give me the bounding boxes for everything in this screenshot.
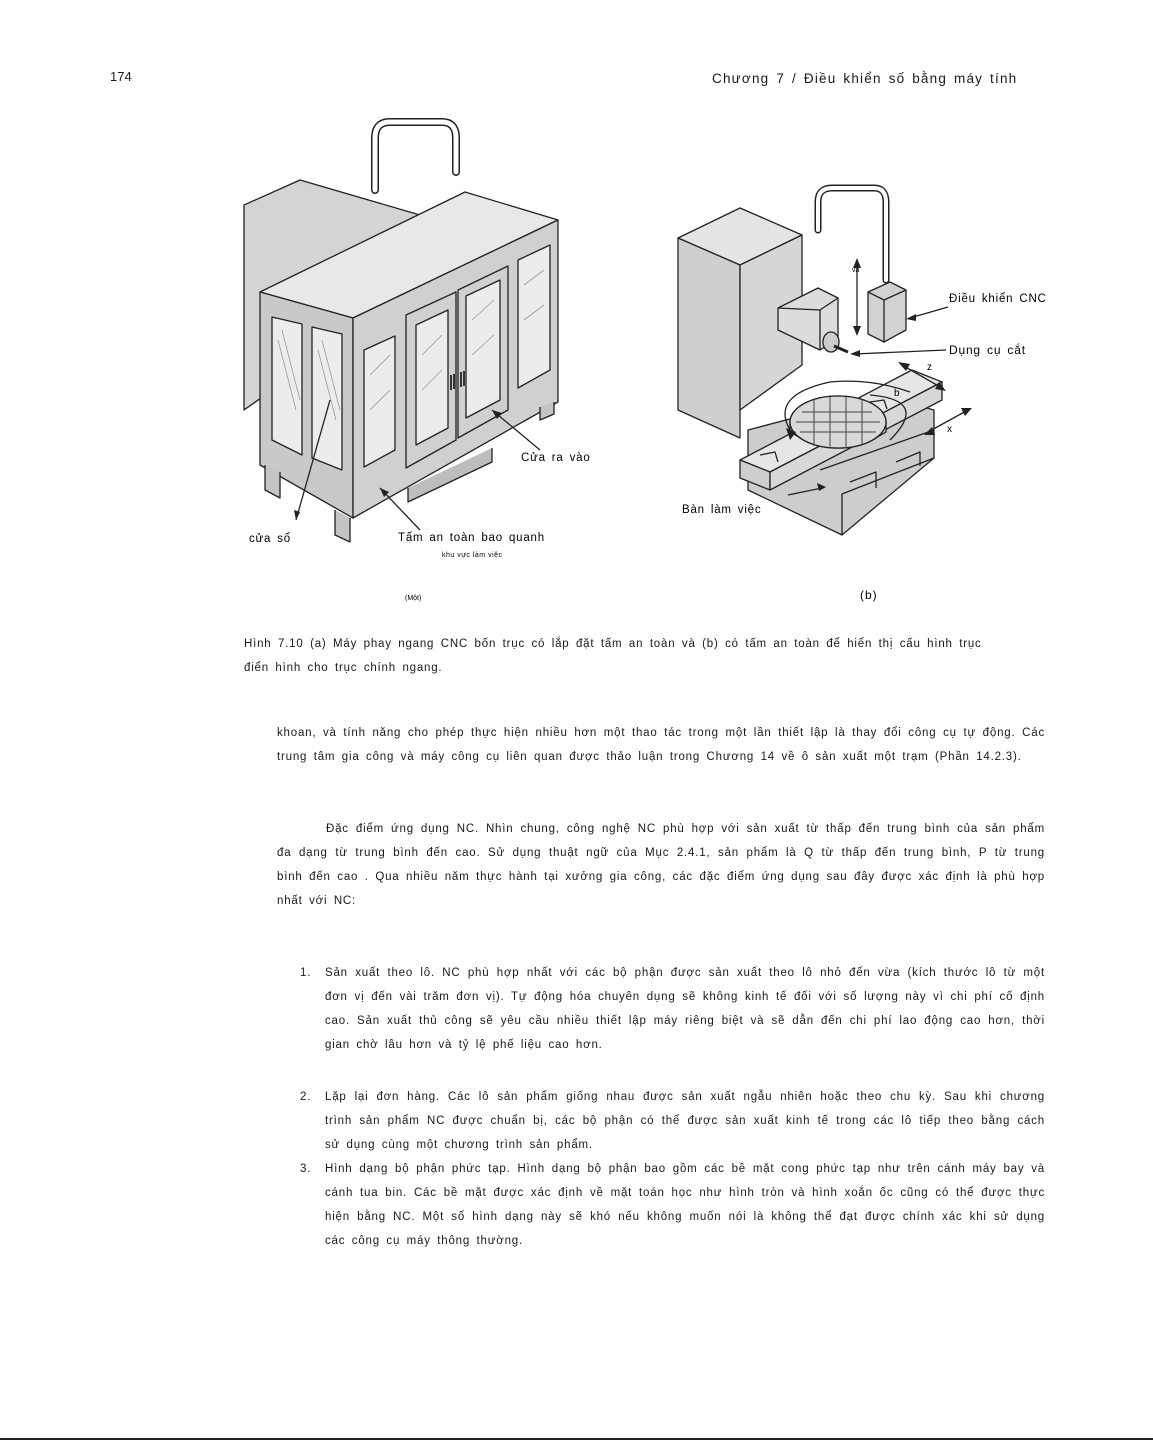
running-header: Chương 7 / Điều khiển số bằng máy tính: [712, 71, 1018, 86]
label-safety-panel-sub: khu vực làm việc: [442, 552, 503, 559]
application-list: [300, 961, 1045, 1253]
label-worktable: Bàn làm việc: [682, 504, 762, 516]
list-item: 1. Sản xuất theo lô. NC phù hợp nhất với các bộ phận được sản xuất theo lô nhỏ đến vừa (kích thước lô từ một đơn vị đến vài trăm đơn vị). Tự động hóa chuyên dụng sẽ không kinh tế đối với số lượng này vì chi phí cố định cao. Sản xuất thủ công sẽ yêu cầu nhiều thiết lập máy riêng biệt và sẽ dẫn đến chi phí lao động cao hơn, thời gian chờ lâu hơn và tỷ lệ phế liệu cao hơn.: [300, 967, 1045, 1051]
label-cnc-control: Điều khiển CNC: [949, 293, 1047, 305]
list-item: 2. Lặp lại đơn hàng. Các lô sản phẩm giống nhau được sản xuất ngẫu nhiên hoặc theo chu kỳ. Sau khi chương trình sản phẩm NC được chuẩn bị, các bộ phận có thể được sản xuất kinh tế trong các lô tiếp theo bằng cách sử dụng cùng một chương trình sản phẩm.: [300, 1091, 1045, 1151]
label-axis-b: b: [894, 388, 900, 399]
subcaption-a: (Một): [405, 595, 422, 602]
figure-caption-line-1: Hình 7.10 (a) Máy phay ngang CNC bốn trục có lắp đặt tấm an toàn và (b) có tấm an toàn để hiển thị cấu hình trục: [244, 638, 982, 650]
bottom-border: [0, 1438, 1153, 1440]
label-axis-y: và: [852, 267, 860, 274]
page-number: 174: [110, 69, 132, 84]
label-safety-panel: Tấm an toàn bao quanh: [398, 532, 545, 544]
label-window: cửa sổ: [249, 533, 291, 545]
subcaption-b: (b): [860, 588, 878, 602]
list-item: 3. Hình dạng bộ phận phức tạp. Hình dạng bộ phận bao gồm các bề mặt cong phức tạp như trên cánh máy bay và cánh tua bin. Các bề mặt được xác định về mặt toán học như hình tròn và hình xoắn ốc cũng có thể được thực hiện bằng NC. Một số hình dạng này sẽ khó nếu không muốn nói là không thể đạt được chính xác khi sử dụng các công cụ máy thông thường.: [300, 1163, 1045, 1247]
paragraph-1: khoan, và tính năng cho phép thực hiện nhiều hơn một thao tác trong một lần thiết lập là thay đổi công cụ tự động. Các trung tâm gia công và máy công cụ liên quan được thảo luận trong Chương 14 về ô sản xuất một trạm (Phần 14.2.3).: [277, 727, 1045, 763]
axis-configuration-illustration: [678, 188, 968, 535]
enclosure-machine-illustration: [244, 122, 558, 542]
label-axis-z: z: [927, 362, 932, 373]
label-door: Cửa ra vào: [521, 452, 591, 464]
paragraph-2: Đặc điểm ứng dụng NC. Nhìn chung, công nghệ NC phù hợp với sản xuất từ thấp đến trung bình của sản phẩm đa dạng từ trung bình đến cao. Sử dụng thuật ngữ của Mục 2.4.1, sản phẩm là Q từ thấp đến trung bình, P từ trung bình đến cao . Qua nhiều năm thực hành tại xưởng gia công, các đặc điểm ứng dụng sau đây được xác định là phù hợp nhất với NC:: [277, 823, 1045, 907]
label-axis-x: x: [947, 424, 952, 435]
figure-7-10: [230, 110, 1070, 610]
figure-caption-line-2: điển hình cho trục chính ngang.: [244, 662, 443, 674]
label-cutting-tool: Dụng cụ cắt: [949, 343, 1026, 357]
